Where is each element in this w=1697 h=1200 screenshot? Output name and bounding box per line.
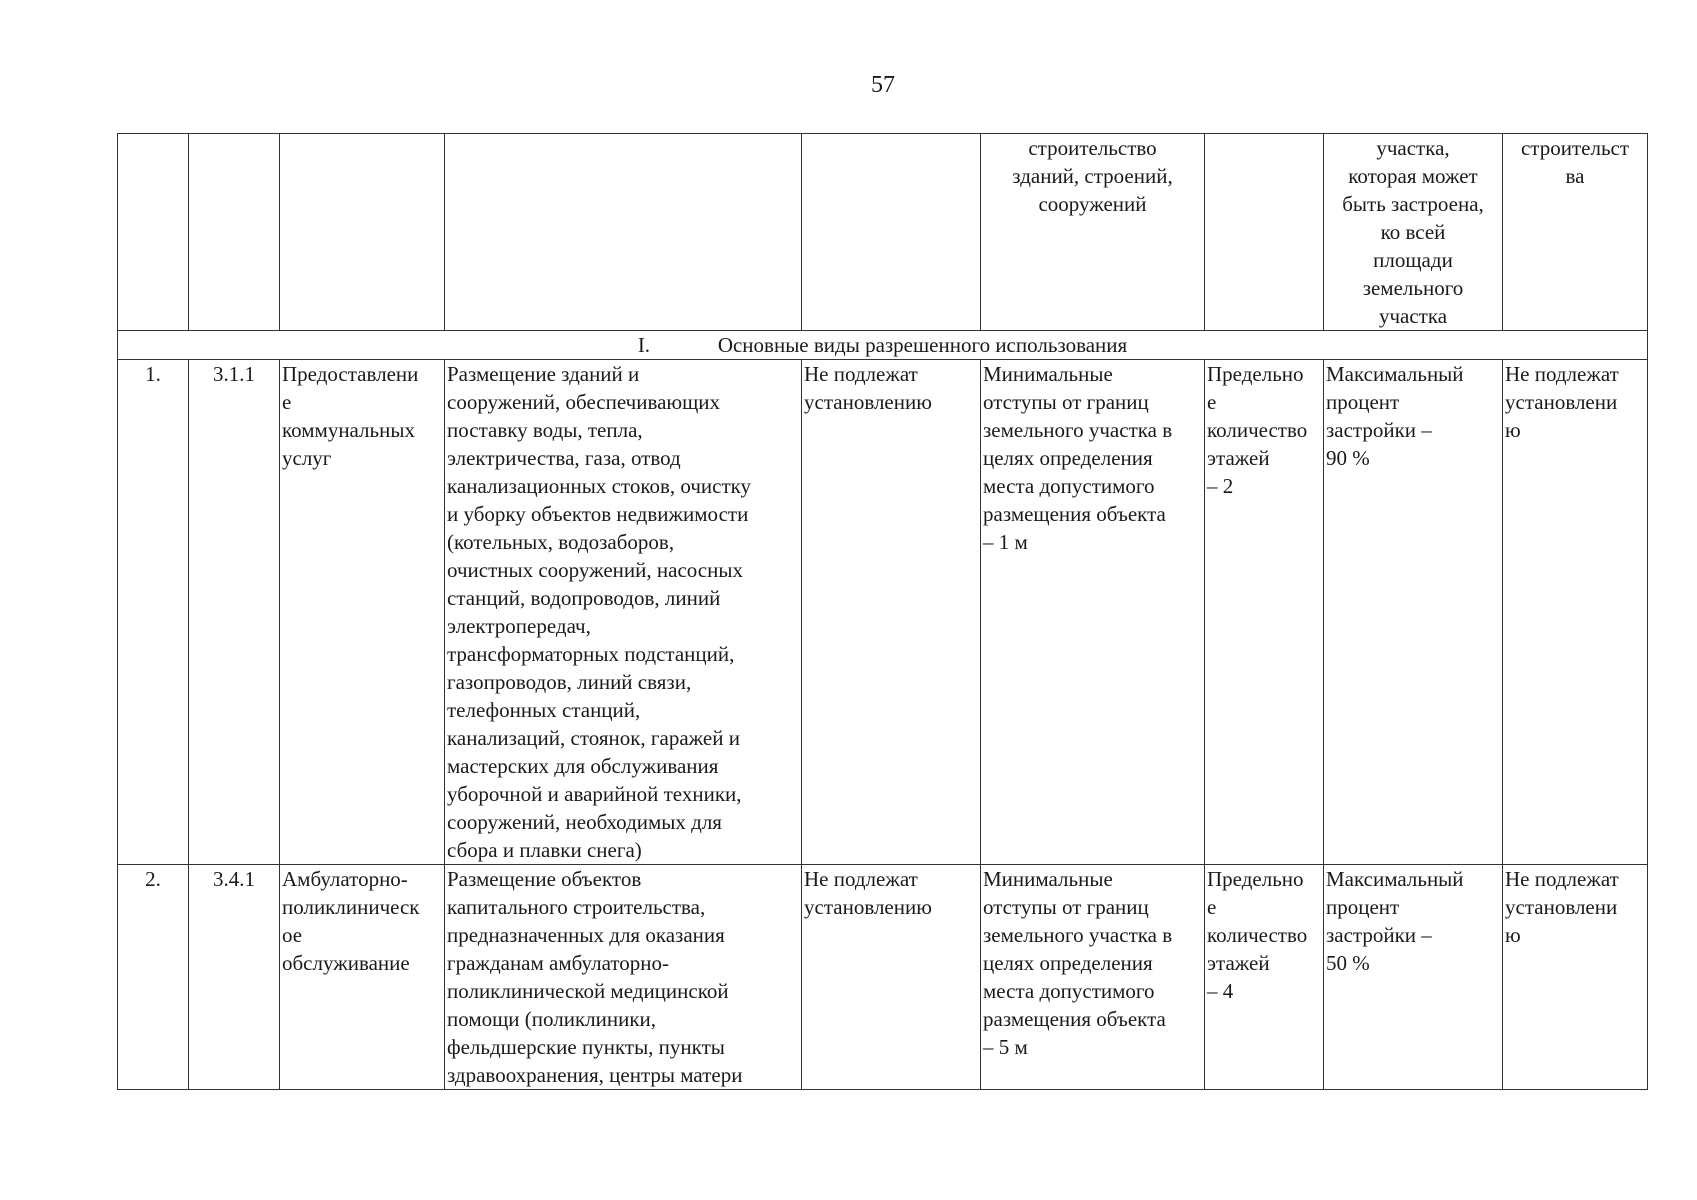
row-description: Размещение зданий и сооружений, обеспечивающих поставку воды, тепла, электричества, газа, отвод канализационных стоков, очистку и уборку объектов недвижимости (котельных, водозаборов, очистных сооружений, насосных станций, водопроводов, линий электропередач, трансформаторных подстанций, газопроводов, линий связи, телефонных станций, канализаций, стоянок, гаражей и мастерских для обслуживания уборочной и аварийной техники, сооружений, необходимых для сбора и плавки снега) <box>445 360 802 865</box>
table-cell <box>118 134 189 331</box>
row-code: 3.4.1 <box>189 865 280 1090</box>
land-use-table <box>117 133 1648 1090</box>
row-setbacks: Минимальные отступы от границ земельного участка в целях определения места допустимого размещения объекта – 5 м <box>981 865 1205 1090</box>
table-cell: участка, которая может быть застроена, ко всей площади земельного участка <box>1324 134 1503 331</box>
row-name: Амбулаторно- поликлиническ ое обслуживание <box>280 865 445 1090</box>
table-cell <box>1205 134 1324 331</box>
row-code: 3.1.1 <box>189 360 280 865</box>
section-title: Основные виды разрешенного использования <box>717 333 1128 357</box>
row-description: Размещение объектов капитального строительства, предназначенных для оказания гражданам амбулаторно- поликлинической медицинской помощи (поликлиники, фельдшерские пункты, пункты здравоохранения, центры матери <box>445 865 802 1090</box>
table-cell: строительство зданий, строений, сооружений <box>981 134 1205 331</box>
row-number: 1. <box>118 360 189 865</box>
row-other: Не подлежат установлени ю <box>1503 360 1648 865</box>
row-coverage: Максимальный процент застройки – 50 % <box>1324 865 1503 1090</box>
row-floors: Предельно е количество этажей – 4 <box>1205 865 1324 1090</box>
table-cell <box>189 134 280 331</box>
section-number: I. <box>637 333 651 357</box>
section-header <box>118 331 1648 360</box>
row-size-limits: Не подлежат установлению <box>802 360 981 865</box>
section-header-row <box>118 331 1648 360</box>
page-number: 57 <box>871 72 895 98</box>
continuation-row <box>118 134 1648 331</box>
row-number: 2. <box>118 865 189 1090</box>
table-cell <box>280 134 445 331</box>
row-name: Предоставлени е коммунальных услуг <box>280 360 445 865</box>
table-cell <box>445 134 802 331</box>
row-floors: Предельно е количество этажей – 2 <box>1205 360 1324 865</box>
table-cell: строительст ва <box>1503 134 1648 331</box>
table-row <box>118 865 1648 1090</box>
table-cell <box>802 134 981 331</box>
table-row <box>118 360 1648 865</box>
row-other: Не подлежат установлени ю <box>1503 865 1648 1090</box>
row-setbacks: Минимальные отступы от границ земельного участка в целях определения места допустимого размещения объекта – 1 м <box>981 360 1205 865</box>
row-coverage: Максимальный процент застройки – 90 % <box>1324 360 1503 865</box>
row-size-limits: Не подлежат установлению <box>802 865 981 1090</box>
